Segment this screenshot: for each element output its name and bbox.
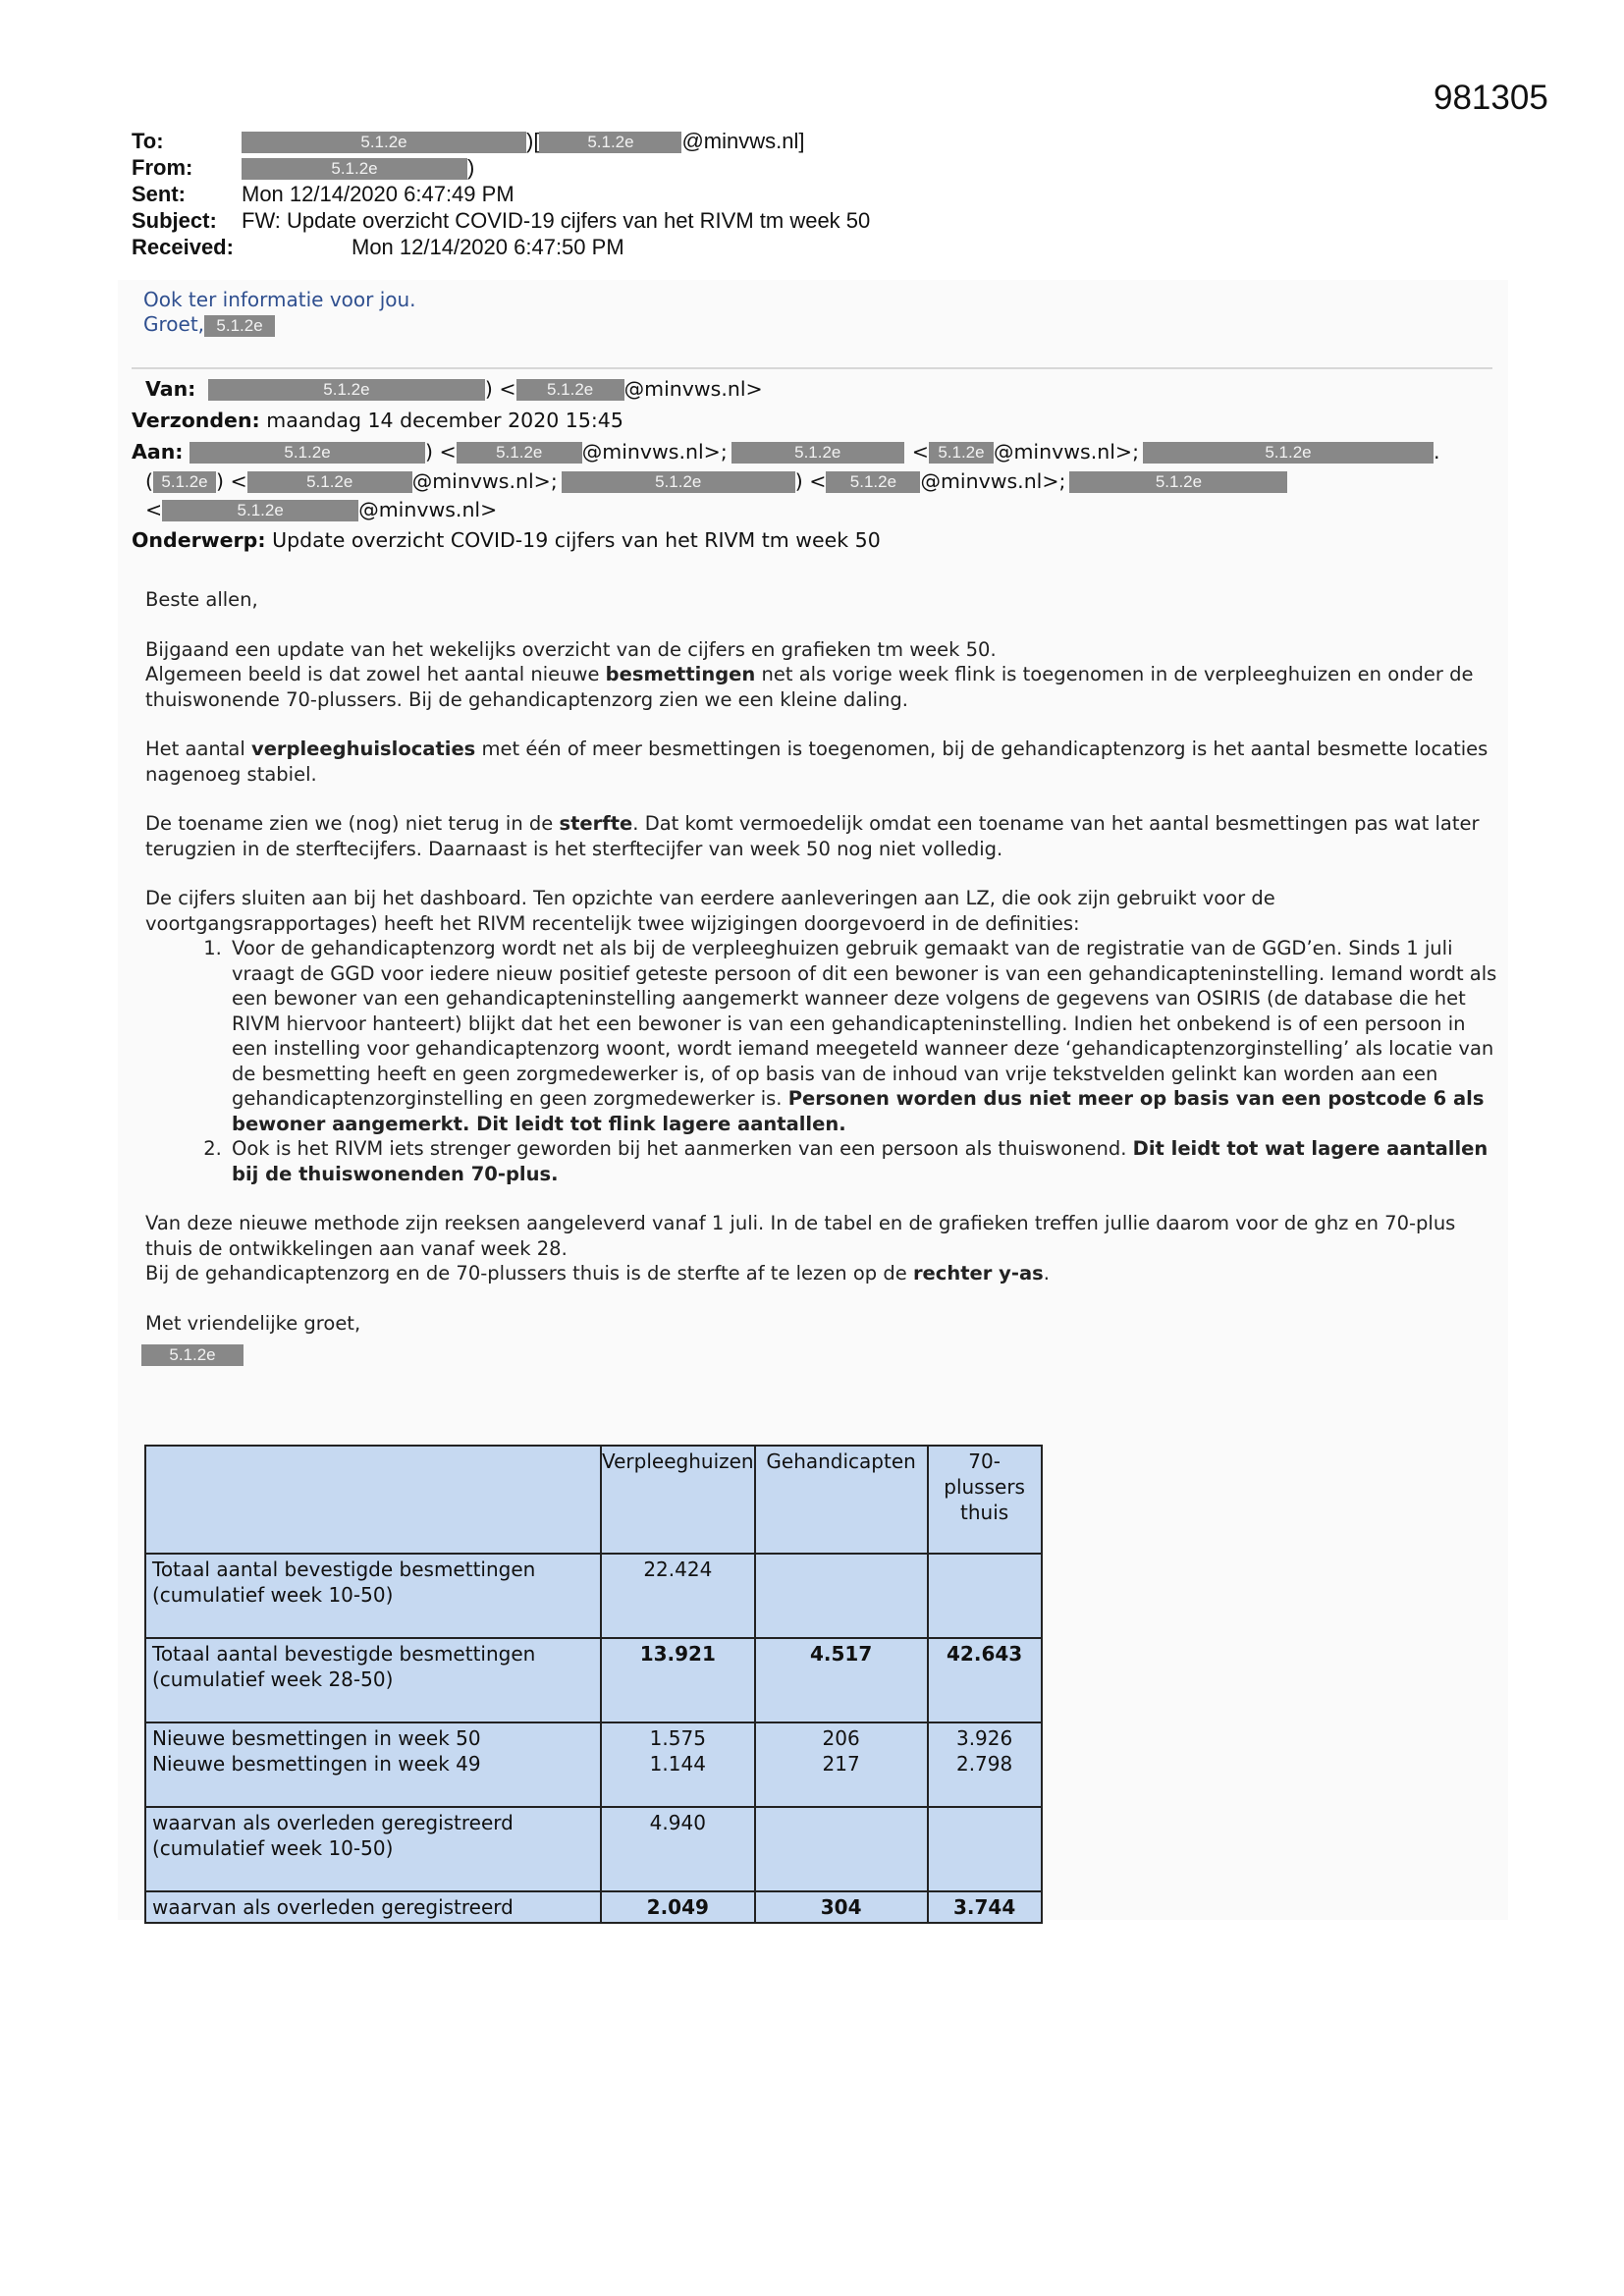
received-value: Mon 12/14/2020 6:47:50 PM (352, 235, 624, 259)
row-label: waarvan als overleden geregistreerd (145, 1891, 601, 1923)
verzonden-label: Verzonden: (132, 409, 260, 432)
sent-value: Mon 12/14/2020 6:47:49 PM (242, 182, 514, 206)
cell: 13.921 (601, 1638, 755, 1722)
paragraph: De toename zien we (nog) niet terug in de sterfte. Dat komt vermoedelijk omdat een toename van het aantal besmettingen pas wat later terugzien in de sterftecijfers. Daarnaast is het sterftecijfer van week 50 nog niet volledig. (145, 812, 1480, 860)
col-header: Verpleeghuizen (601, 1446, 755, 1554)
paragraph: Bijgaand een update van het wekelijks overzicht van de cijfers en grafieken tm week 50. Algemeen beeld is dat zowel het aantal nieuwe besmettingen net als vorige week flink is toegenomen in de verpleeghuizen en onder de thuiswonende 70-plussers. Bij de gehandicaptenzorg zien we een kleine daling. (145, 637, 1474, 711)
redaction-box: 5.1.2e (731, 442, 904, 464)
definitions-list (145, 936, 1500, 1186)
col-header: Gehandicapten (755, 1446, 928, 1554)
redaction-box: 5.1.2e (153, 471, 216, 493)
cell (755, 1807, 928, 1891)
cell: 3.926 2.798 (928, 1722, 1042, 1807)
to-label: To: (132, 129, 164, 153)
cell: 4.940 (601, 1807, 755, 1891)
redaction-box: 5.1.2e (539, 132, 681, 153)
redaction-box: 5.1.2e (242, 132, 526, 153)
document-number: 981305 (1434, 79, 1548, 117)
cell: 42.643 (928, 1638, 1042, 1722)
van-label: Van: (145, 377, 196, 401)
note-line: Ook ter informatie voor jou. (143, 288, 416, 311)
cell: 206 217 (755, 1722, 928, 1807)
col-header: 70- plussers thuis (928, 1446, 1042, 1554)
redaction-box: 5.1.2e (204, 315, 275, 337)
redaction-box: 5.1.2e (189, 442, 425, 464)
cell: 22.424 (601, 1554, 755, 1638)
row-label: Totaal aantal bevestigde besmettingen (cumulatief week 10-50) (145, 1554, 601, 1638)
paragraph: Van deze nieuwe methode zijn reeksen aangeleverd vanaf 1 juli. In de tabel en de grafieken treffen jullie daarom voor de ghz en 70-plus thuis de ontwikkelingen aan vanaf week 28. Bij de gehandicaptenzorg en de 70-plussers thuis is de sterfte af te lezen op de rechter y-as. (145, 1212, 1456, 1285)
note-greeting: Groet, (143, 312, 205, 336)
forwarded-header: Van: 5.1.2e ) < 5.1.2e @minvws.nl> Verzonden: maandag 14 december 2020 15:45 Aan: 5.1.2e ) < 5.1.2e @minvws.nl>; 5.1.2e < 5.1.2e @minvws.nl>; 5.1.2e . ( 5.1.2e ) < 5.1.2e @minvws.nl>; 5.1.2e ) < 5.1.2e @minvws.nl>; 5.1.2e < 5.1.2e @minvws.nl> Onderwerp: Update overzicht COVID-19 cijfers van het RIVM tm week 50 (132, 377, 1440, 552)
greeting: Beste allen, (145, 588, 258, 611)
forward-note (143, 288, 416, 337)
to-domain: @minvws.nl] (681, 129, 805, 153)
subject-value: FW: Update overzicht COVID-19 cijfers van het RIVM tm week 50 (242, 208, 871, 233)
cell: 4.517 (755, 1638, 928, 1722)
list-item: 1. Voor de gehandicaptenzorg wordt net als bij de verpleeghuizen gebruik gemaakt van de registratie van de GGD’en. Sinds 1 juli vraagt de GGD voor iedere nieuw positief geteste persoon of dit een bewoner is van een gehandicapteninstelling. Iemand wordt als een bewoner van een gehandicapteninstelling aangemerkt wanneer deze volgens de gegevens van OSIRIS (de database die het RIVM hiervoor hanteert) blijkt dat het een bewoner is van een gehandicapteninstelling. Indien het onbekend is of een persoon in een instelling voor gehandicaptenzorg woont, wordt iemand meegeteld wanneer deze ‘gehandicaptenzorginstelling’ als locatie van de besmetting heeft en geen zorgmedewerker is, of op basis van de inhoud van vrije tekstvelden gelinkt kan worden aan een gehandicaptenzorginstelling en geen zorgmedewerker is. Personen worden dus niet meer op basis van een postcode 6 als bewoner aangemerkt. Dit leidt tot flink lagere aantallen. (228, 936, 1500, 1136)
redaction-box: 5.1.2e (141, 1344, 244, 1366)
closing: Met vriendelijke groet, (145, 1311, 361, 1335)
table-row (145, 1638, 1042, 1722)
cell: 3.744 (928, 1891, 1042, 1923)
row-label: Nieuwe besmettingen in week 50 Nieuwe besmettingen in week 49 (145, 1722, 601, 1807)
verzonden-value: maandag 14 december 2020 15:45 (266, 409, 623, 432)
table-row (145, 1554, 1042, 1638)
aan-label: Aan: (132, 440, 184, 464)
cell (928, 1807, 1042, 1891)
redaction-box: 5.1.2e (1069, 471, 1287, 493)
redaction-box: 5.1.2e (208, 379, 485, 401)
onderwerp-label: Onderwerp: (132, 528, 266, 552)
cell (755, 1554, 928, 1638)
cell: 304 (755, 1891, 928, 1923)
redaction-box: 5.1.2e (457, 442, 582, 464)
redaction-box: 5.1.2e (562, 471, 795, 493)
redaction-box: 5.1.2e (162, 500, 358, 521)
redaction-box: 5.1.2e (242, 158, 467, 180)
redaction-box: 5.1.2e (826, 471, 920, 493)
redaction-box: 5.1.2e (929, 442, 994, 464)
onderwerp-value: Update overzicht COVID-19 cijfers van het RIVM tm week 50 (272, 528, 881, 552)
list-item: 2. Ook is het RIVM iets strenger geworden bij het aanmerken van een persoon als thuiswonend. Dit leidt tot wat lagere aantallen bij de thuiswonenden 70-plus. (228, 1136, 1500, 1186)
from-label: From: (132, 155, 193, 180)
table-row (145, 1807, 1042, 1891)
covid-figures-table (144, 1445, 1043, 1924)
redaction-box: 5.1.2e (247, 471, 412, 493)
cell (928, 1554, 1042, 1638)
paragraph: Het aantal verpleeghuislocaties met één of meer besmettingen is toegenomen, bij de gehandicaptenzorg is het aantal besmette locaties nagenoeg stabiel. (145, 738, 1489, 786)
cell: 1.575 1.144 (601, 1722, 755, 1807)
paragraph: De cijfers sluiten aan bij het dashboard. Ten opzichte van eerdere aanleveringen aan LZ, die ook zijn gebruikt voor de voortgangsrapportages) heeft het RIVM recentelijk twee wijzigingen doorgevoerd in de definities: (145, 887, 1275, 935)
table-header-row (145, 1446, 1042, 1554)
table-row (145, 1891, 1042, 1923)
received-label: Received: (132, 235, 234, 259)
divider (132, 367, 1492, 369)
row-label: Totaal aantal bevestigde besmettingen (cumulatief week 28-50) (145, 1638, 601, 1722)
redaction-box: 5.1.2e (1143, 442, 1434, 464)
table-row (145, 1722, 1042, 1807)
cell: 2.049 (601, 1891, 755, 1923)
subject-label: Subject: (132, 208, 217, 233)
row-label: waarvan als overleden geregistreerd (cumulatief week 10-50) (145, 1807, 601, 1891)
redaction-box: 5.1.2e (516, 379, 624, 401)
message-body (145, 587, 1500, 1367)
sent-label: Sent: (132, 182, 186, 206)
